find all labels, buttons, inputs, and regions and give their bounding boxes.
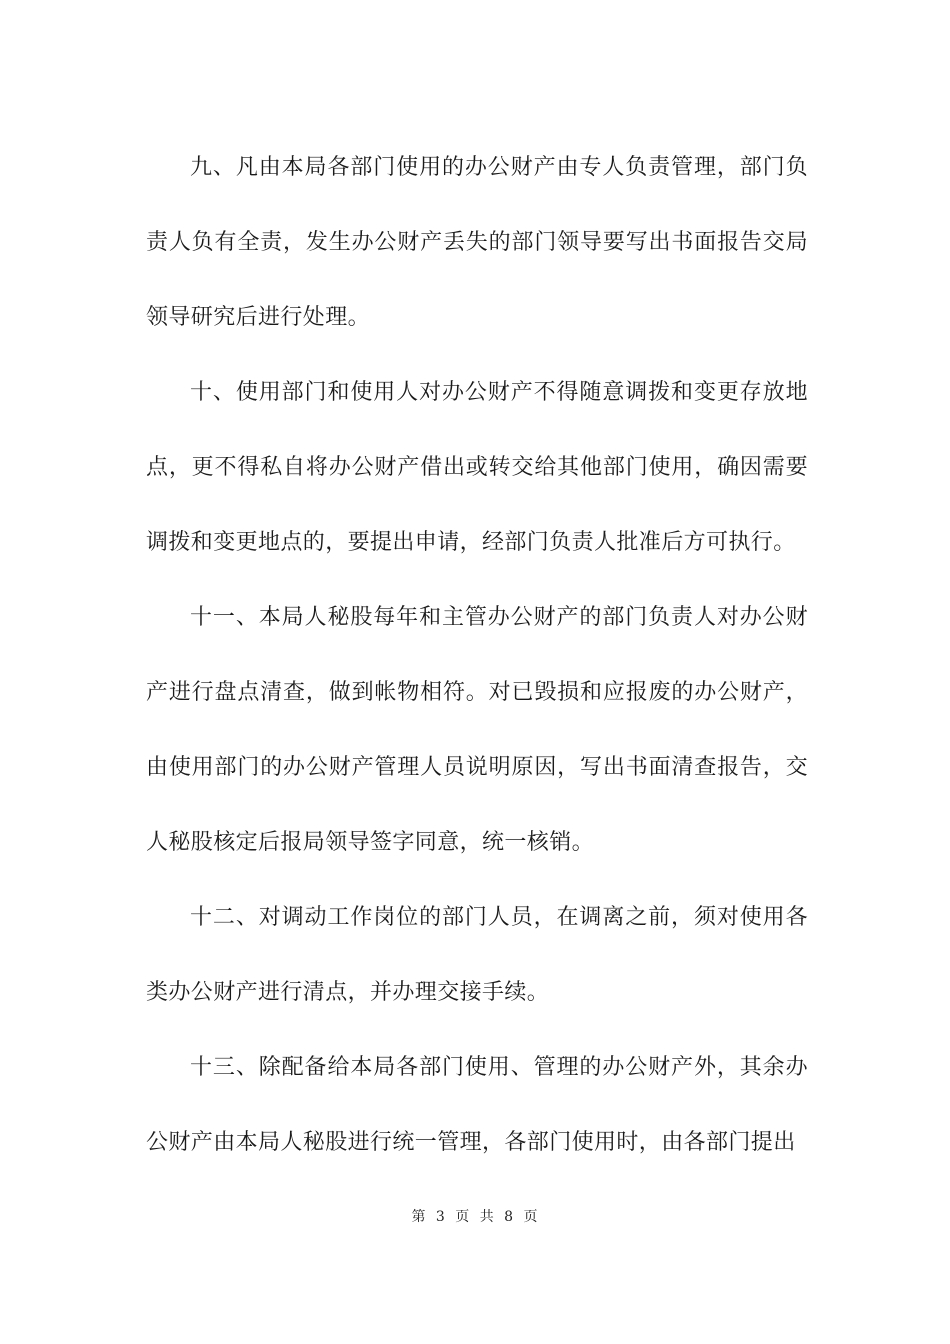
footer-label-page: 第 (411, 1209, 427, 1225)
footer-total-pages: 8 (504, 1209, 515, 1225)
paragraph-13: 十三、除配备给本局各部门使用、管理的办公财产外，其余办公财产由本局人秘股进行统一管理，各部门使用时，由各部门提出 (146, 1055, 808, 1155)
paragraph-9: 九、凡由本局各部门使用的办公财产由专人负责管理，部门负责人负有全责，发生办公财产丢失的部门领导要写出书面报告交局领导研究后进行处理。 (146, 155, 808, 330)
document-body (146, 130, 808, 1180)
page-footer (0, 1206, 950, 1226)
footer-label-page-unit: 页 (455, 1209, 471, 1225)
paragraph-10: 十、使用部门和使用人对办公财产不得随意调拨和变更存放地点，更不得私自将办公财产借出或转交给其他部门使用，确因需要调拨和变更地点的，要提出申请，经部门负责人批准后方可执行。 (146, 380, 808, 555)
footer-label-total: 共 (479, 1209, 495, 1225)
footer-current-page: 3 (435, 1209, 446, 1225)
paragraph-11: 十一、本局人秘股每年和主管办公财产的部门负责人对办公财产进行盘点清查，做到帐物相符。对已毁损和应报废的办公财产，由使用部门的办公财产管理人员说明原因，写出书面清查报告，交人秘股核定后报局领导签字同意，统一核销。 (146, 605, 808, 855)
paragraph-12: 十二、对调动工作岗位的部门人员，在调离之前，须对使用各类办公财产进行清点，并办理交接手续。 (146, 905, 808, 1005)
footer-label-total-unit: 页 (523, 1209, 539, 1225)
